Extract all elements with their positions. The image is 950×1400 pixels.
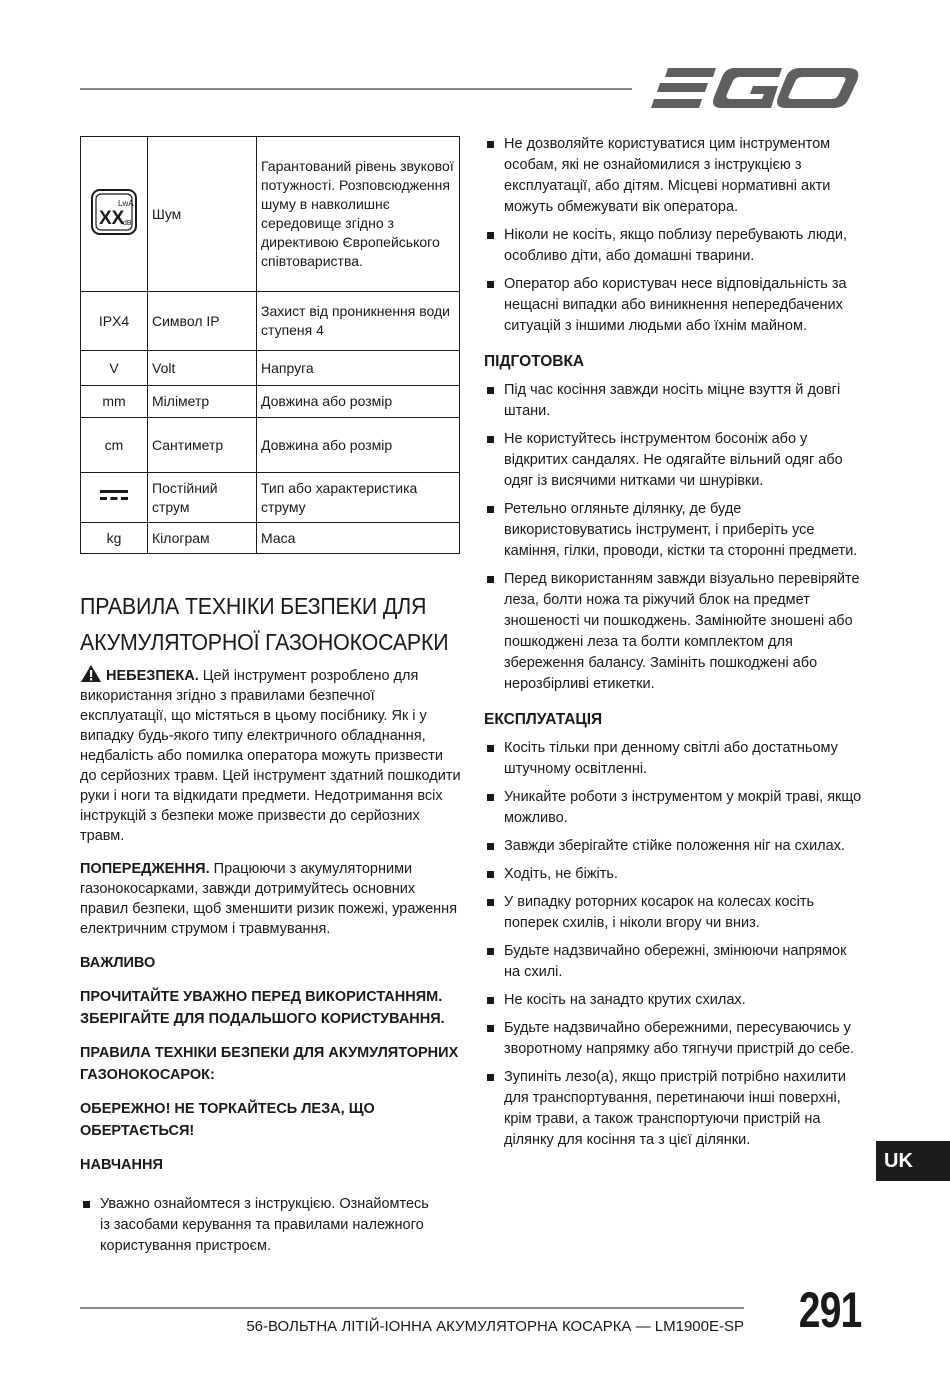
svg-text:LwA: LwA <box>118 198 134 208</box>
symbol-cell: IPX4 <box>81 292 148 351</box>
symbol-cell <box>81 137 148 292</box>
read-carefully-notice: ПРОЧИТАЙТЕ УВАЖНО ПЕРЕД ВИКОРИСТАННЯМ. ЗБЕРІГАЙТЕ ДЛЯ ПОДАЛЬШОГО КОРИСТУВАННЯ. <box>80 989 445 1027</box>
table-row <box>81 292 460 351</box>
right-column <box>484 134 864 1158</box>
language-tab: UK <box>876 1141 950 1181</box>
symbol-cell: kg <box>81 523 148 554</box>
danger-text: Цей інструмент розроблено для використання згідно з правилами безпечної експлуатації, що містяться в цьому посібнику. Як і у випадку будь-якого типу електричного обладнання, недбалість або помилка оператора можуть призвести до серйозних травм. Цей інструмент здатний пошкодити руки і ноги та відкидати предмети. Недотримання всіх інструкцій з безпеки може призвести до серйозних травм. <box>80 668 461 844</box>
operation-heading: ЕКСПЛУАТАЦІЯ <box>484 711 603 728</box>
symbol-name: Шум <box>148 137 257 292</box>
symbols-table <box>80 136 460 554</box>
list-item: Ретельно огляньте ділянку, де буде використовуватись інструмент, і приберіть усе каміння, гілки, проводи, кістки та сторонні предмети. <box>484 499 864 562</box>
preparation-heading: ПІДГОТОВКА <box>484 353 585 370</box>
warning-text: Працюючи з акумуляторними газонокосарками, завжди дотримуйтесь основних правил безпеки, щоб зменшити ризик пожежі, ураження електричним струмом і травмування. <box>80 861 458 937</box>
list-item: Косіть тільки при денному світлі або достатньому штучному освітленні. <box>484 738 864 780</box>
symbol-name: Постійний струм <box>148 473 257 523</box>
symbol-name: Міліметр <box>148 386 257 418</box>
danger-paragraph <box>80 664 462 846</box>
ego-logo <box>650 64 862 112</box>
symbol-name: Volt <box>148 351 257 386</box>
warning-label: ПОПЕРЕДЖЕННЯ. <box>80 861 210 877</box>
danger-label: НЕБЕЗПЕКА. <box>106 668 199 684</box>
operation-list <box>484 738 864 1151</box>
list-item: У випадку роторних косарок на колесах косіть поперек схилів, і ніколи вгору чи вниз. <box>484 892 864 934</box>
symbol-name: Символ IP <box>148 292 257 351</box>
svg-text:dB: dB <box>123 219 132 227</box>
intro-list <box>484 134 864 337</box>
symbol-description: Захист від проникнення води ступеня 4 <box>257 292 460 351</box>
symbol-description: Тип або характеристика струму <box>257 473 460 523</box>
blade-caution: ОБЕРЕЖНО! НЕ ТОРКАЙТЕСЬ ЛЕЗА, ЩО ОБЕРТАЄТЬСЯ! <box>80 1101 375 1139</box>
symbol-name: Сантиметр <box>148 418 257 473</box>
list-item: Будьте надзвичайно обережними, пересуваючись у зворотному напрямку або тягнучи пристрій до себе. <box>484 1018 864 1060</box>
list-item: Ніколи не косіть, якщо поблизу перебувають люди, особливо діти, або домашні тварини. <box>484 225 864 267</box>
list-item: Уникайте роботи з інструментом у мокрій траві, якщо можливо. <box>484 787 864 829</box>
symbol-cell: V <box>81 351 148 386</box>
list-item: Зупиніть лезо(а), якщо пристрій потрібно нахилити для транспортування, перетинаючи інші поверхні, крім трави, а також транспортуючи пристрій на ділянку для косіння та з цієї ділянки. <box>484 1067 864 1151</box>
symbol-description: Напруга <box>257 351 460 386</box>
table-row <box>81 523 460 554</box>
list-item: Завжди зберігайте стійке положення ніг на схилах. <box>484 836 864 857</box>
page-number: 291 <box>798 1282 862 1338</box>
list-item: Перед використанням завжди візуально перевіряйте леза, болти ножа та ріжучий блок на предмет зношеності чи пошкоджень. Замінюйте зношені або пошкоджені леза та болти комплектом для збереження балансу. Замініть пошкоджені або нерозбірливі етикетки. <box>484 569 864 695</box>
footer-title: 56-ВОЛЬТНА ЛІТІЙ-ІОННА АКУМУЛЯТОРНА КОСАРКА — LM1900E-SP <box>246 1318 744 1335</box>
section-title-line2: АКУМУЛЯТОРНОЇ ГАЗОНОКОСАРКИ <box>80 629 449 655</box>
warning-triangle-icon <box>80 664 102 683</box>
left-column <box>80 588 462 1264</box>
list-item: Не косіть на занадто крутих схилах. <box>484 990 864 1011</box>
svg-text:XX: XX <box>99 207 125 229</box>
list-item: Ходіть, не біжіть. <box>484 864 864 885</box>
list-item: Уважно ознайомтеся з інструкцією. Ознайомтесь із засобами керування та правилами належного користування пристроєм. <box>80 1194 430 1257</box>
table-row <box>81 418 460 473</box>
symbol-cell: cm <box>81 418 148 473</box>
table-row <box>81 137 460 292</box>
list-item: Не користуйтесь інструментом босоніж або у відкритих сандалях. Не одягайте вільний одяг або одяг із висячими нитками чи шнурівки. <box>484 429 864 492</box>
symbol-cell: mm <box>81 386 148 418</box>
preparation-list <box>484 380 864 695</box>
symbol-description: Гарантований рівень звукової потужності. Розповсюдження шуму в навколишнє середовище згідно з директивою Європейського співтовариства. <box>257 137 460 292</box>
table-row <box>81 473 460 523</box>
direct-current-icon <box>99 488 129 502</box>
footer-rule <box>80 1307 744 1309</box>
symbol-cell <box>81 473 148 523</box>
symbol-description: Довжина або розмір <box>257 418 460 473</box>
section-title <box>80 588 449 660</box>
table-row <box>81 386 460 418</box>
ego-logo-icon <box>650 64 862 112</box>
list-item: Під час косіння завжди носіть міцне взуття й довгі штани. <box>484 380 864 422</box>
list-item: Не дозволяйте користуватися цим інструментом особам, які не ознайомилися з інструкцією з експлуатації, або дітям. Місцеві нормативні акти можуть обмежувати вік оператора. <box>484 134 864 218</box>
header-rule <box>80 88 632 90</box>
warning-paragraph <box>80 859 462 939</box>
table-row <box>81 351 460 386</box>
list-item: Будьте надзвичайно обережні, змінюючи напрямок на схилі. <box>484 941 864 983</box>
rules-heading: ПРАВИЛА ТЕХНІКИ БЕЗПЕКИ ДЛЯ АКУМУЛЯТОРНИХ ГАЗОНОКОСАРОК: <box>80 1045 459 1083</box>
important-heading: ВАЖЛИВО <box>80 955 156 971</box>
list-item: Оператор або користувач несе відповідальність за нещасні випадки або виникнення непередбачених ситуацій з іншими людьми або їхнім майном. <box>484 274 864 337</box>
symbol-description: Маса <box>257 523 460 554</box>
section-title-line1: ПРАВИЛА ТЕХНІКИ БЕЗПЕКИ ДЛЯ <box>80 593 427 619</box>
sound-power-xx-db-icon <box>90 188 138 236</box>
symbol-description: Довжина або розмір <box>257 386 460 418</box>
symbol-name: Кілограм <box>148 523 257 554</box>
training-list <box>80 1194 430 1257</box>
training-heading: НАВЧАННЯ <box>80 1157 163 1173</box>
